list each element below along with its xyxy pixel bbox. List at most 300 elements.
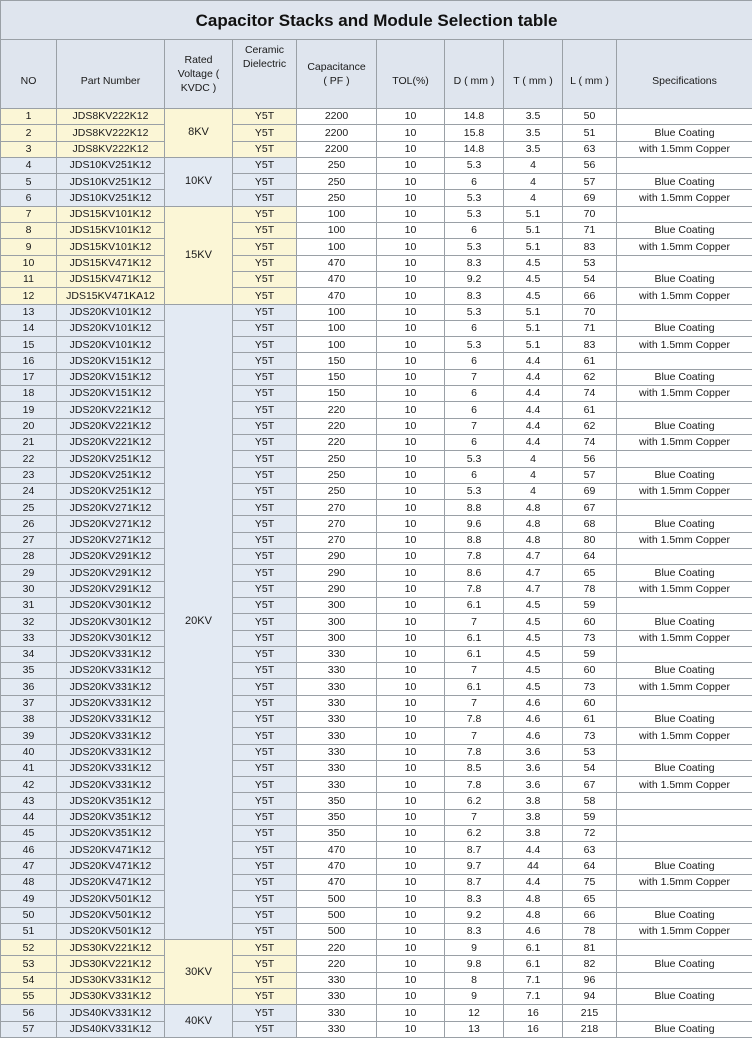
cell-specifications: with 1.5mm Copper — [617, 141, 752, 157]
cell-capacitance: 470 — [297, 874, 377, 890]
cell-tol: 10 — [377, 549, 445, 565]
cell-tol: 10 — [377, 777, 445, 793]
cell-dielectric: Y5T — [233, 109, 297, 125]
cell-t: 4.8 — [504, 891, 563, 907]
table-row — [1, 777, 752, 793]
cell-d: 6 — [445, 320, 504, 336]
cell-dielectric: Y5T — [233, 777, 297, 793]
cell-dielectric: Y5T — [233, 891, 297, 907]
cell-part-number: JDS15KV101K12 — [57, 206, 165, 222]
cell-t: 4.4 — [504, 353, 563, 369]
cell-part-number: JDS20KV331K12 — [57, 711, 165, 727]
cell-no: 7 — [1, 206, 57, 222]
cell-capacitance: 330 — [297, 1021, 377, 1037]
table-row — [1, 809, 752, 825]
cell-capacitance: 220 — [297, 418, 377, 434]
table-row — [1, 223, 752, 239]
cell-capacitance: 100 — [297, 320, 377, 336]
cell-t: 4.8 — [504, 907, 563, 923]
table-row — [1, 386, 752, 402]
cell-part-number: JDS8KV222K12 — [57, 109, 165, 125]
cell-l: 73 — [563, 728, 617, 744]
cell-specifications: Blue Coating — [617, 1021, 752, 1037]
cell-dielectric: Y5T — [233, 353, 297, 369]
cell-specifications: with 1.5mm Copper — [617, 532, 752, 548]
cell-part-number: JDS40KV331K12 — [57, 1005, 165, 1021]
cell-t: 4.5 — [504, 597, 563, 613]
cell-no: 38 — [1, 711, 57, 727]
cell-d: 6.2 — [445, 826, 504, 842]
cell-tol: 10 — [377, 581, 445, 597]
cell-tol: 10 — [377, 434, 445, 450]
cell-t: 4.4 — [504, 369, 563, 385]
cell-tol: 10 — [377, 565, 445, 581]
cell-tol: 10 — [377, 157, 445, 173]
cell-dielectric: Y5T — [233, 581, 297, 597]
cell-l: 64 — [563, 549, 617, 565]
header-no: NO — [1, 40, 57, 109]
cell-tol: 10 — [377, 679, 445, 695]
cell-tol: 10 — [377, 271, 445, 287]
table-row — [1, 826, 752, 842]
table-row — [1, 842, 752, 858]
cell-dielectric: Y5T — [233, 157, 297, 173]
cell-specifications — [617, 809, 752, 825]
cell-l: 62 — [563, 418, 617, 434]
cell-d: 6 — [445, 353, 504, 369]
cell-dielectric: Y5T — [233, 190, 297, 206]
cell-tol: 10 — [377, 369, 445, 385]
cell-t: 5.1 — [504, 320, 563, 336]
cell-part-number: JDS15KV471K12 — [57, 255, 165, 271]
cell-part-number: JDS20KV221K12 — [57, 434, 165, 450]
cell-no: 14 — [1, 320, 57, 336]
cell-l: 66 — [563, 288, 617, 304]
cell-no: 12 — [1, 288, 57, 304]
cell-t: 5.1 — [504, 337, 563, 353]
table-row — [1, 304, 752, 320]
cell-d: 6 — [445, 402, 504, 418]
table-row — [1, 630, 752, 646]
cell-no: 51 — [1, 923, 57, 939]
cell-dielectric: Y5T — [233, 532, 297, 548]
cell-dielectric: Y5T — [233, 255, 297, 271]
cell-specifications — [617, 597, 752, 613]
cell-specifications — [617, 972, 752, 988]
table-row — [1, 711, 752, 727]
cell-part-number: JDS20KV271K12 — [57, 516, 165, 532]
table-row — [1, 451, 752, 467]
cell-capacitance: 150 — [297, 369, 377, 385]
cell-no: 49 — [1, 891, 57, 907]
cell-d: 5.3 — [445, 304, 504, 320]
cell-t: 4.5 — [504, 288, 563, 304]
cell-part-number: JDS20KV331K12 — [57, 695, 165, 711]
cell-l: 83 — [563, 337, 617, 353]
cell-specifications: Blue Coating — [617, 858, 752, 874]
cell-part-number: JDS30KV221K12 — [57, 956, 165, 972]
cell-part-number: JDS15KV101K12 — [57, 239, 165, 255]
table-row — [1, 549, 752, 565]
table-row — [1, 695, 752, 711]
cell-part-number: JDS15KV471KA12 — [57, 288, 165, 304]
table-row — [1, 940, 752, 956]
cell-l: 63 — [563, 141, 617, 157]
cell-d: 5.3 — [445, 337, 504, 353]
cell-capacitance: 270 — [297, 500, 377, 516]
header-tol: TOL(%) — [377, 40, 445, 109]
cell-part-number: JDS20KV221K12 — [57, 418, 165, 434]
cell-dielectric: Y5T — [233, 663, 297, 679]
cell-no: 26 — [1, 516, 57, 532]
cell-no: 27 — [1, 532, 57, 548]
cell-tol: 10 — [377, 516, 445, 532]
cell-no: 4 — [1, 157, 57, 173]
cell-l: 69 — [563, 190, 617, 206]
table-row — [1, 891, 752, 907]
cell-part-number: JDS10KV251K12 — [57, 174, 165, 190]
cell-no: 39 — [1, 728, 57, 744]
cell-tol: 10 — [377, 174, 445, 190]
cell-capacitance: 300 — [297, 614, 377, 630]
cell-l: 56 — [563, 451, 617, 467]
table-row — [1, 337, 752, 353]
cell-rated-voltage: 30KV — [165, 940, 233, 1005]
cell-no: 44 — [1, 809, 57, 825]
cell-d: 6 — [445, 386, 504, 402]
cell-d: 9.8 — [445, 956, 504, 972]
cell-tol: 10 — [377, 907, 445, 923]
cell-part-number: JDS20KV271K12 — [57, 500, 165, 516]
cell-rated-voltage: 20KV — [165, 304, 233, 940]
cell-t: 44 — [504, 858, 563, 874]
table-row — [1, 369, 752, 385]
cell-part-number: JDS8KV222K12 — [57, 141, 165, 157]
table-row — [1, 483, 752, 499]
cell-tol: 10 — [377, 239, 445, 255]
cell-t: 4.7 — [504, 565, 563, 581]
cell-specifications: Blue Coating — [617, 516, 752, 532]
cell-specifications: with 1.5mm Copper — [617, 679, 752, 695]
cell-no: 57 — [1, 1021, 57, 1037]
cell-no: 34 — [1, 646, 57, 662]
cell-tol: 10 — [377, 190, 445, 206]
cell-capacitance: 330 — [297, 663, 377, 679]
cell-capacitance: 150 — [297, 386, 377, 402]
cell-no: 6 — [1, 190, 57, 206]
table-body — [1, 109, 752, 1038]
cell-dielectric: Y5T — [233, 940, 297, 956]
cell-part-number: JDS20KV501K12 — [57, 907, 165, 923]
cell-l: 65 — [563, 565, 617, 581]
cell-capacitance: 220 — [297, 940, 377, 956]
cell-d: 14.8 — [445, 141, 504, 157]
cell-l: 60 — [563, 695, 617, 711]
cell-capacitance: 330 — [297, 989, 377, 1005]
cell-no: 17 — [1, 369, 57, 385]
cell-t: 4.7 — [504, 581, 563, 597]
cell-tol: 10 — [377, 206, 445, 222]
cell-rated-voltage: 40KV — [165, 1005, 233, 1038]
cell-dielectric: Y5T — [233, 907, 297, 923]
header-part-number: Part Number — [57, 40, 165, 109]
cell-capacitance: 290 — [297, 549, 377, 565]
cell-t: 4 — [504, 190, 563, 206]
cell-no: 28 — [1, 549, 57, 565]
cell-part-number: JDS20KV501K12 — [57, 923, 165, 939]
cell-dielectric: Y5T — [233, 858, 297, 874]
cell-d: 9.6 — [445, 516, 504, 532]
cell-l: 51 — [563, 125, 617, 141]
cell-capacitance: 500 — [297, 923, 377, 939]
cell-d: 7 — [445, 369, 504, 385]
cell-dielectric: Y5T — [233, 679, 297, 695]
cell-d: 6.1 — [445, 630, 504, 646]
cell-d: 9 — [445, 940, 504, 956]
cell-capacitance: 470 — [297, 842, 377, 858]
cell-part-number: JDS20KV331K12 — [57, 663, 165, 679]
cell-t: 7.1 — [504, 989, 563, 1005]
cell-no: 2 — [1, 125, 57, 141]
cell-d: 7 — [445, 809, 504, 825]
cell-part-number: JDS20KV251K12 — [57, 483, 165, 499]
cell-d: 6.1 — [445, 679, 504, 695]
cell-dielectric: Y5T — [233, 728, 297, 744]
cell-t: 4.6 — [504, 923, 563, 939]
cell-capacitance: 250 — [297, 483, 377, 499]
cell-specifications — [617, 744, 752, 760]
cell-no: 8 — [1, 223, 57, 239]
cell-no: 18 — [1, 386, 57, 402]
cell-capacitance: 330 — [297, 760, 377, 776]
cell-dielectric: Y5T — [233, 956, 297, 972]
cell-capacitance: 270 — [297, 516, 377, 532]
table-row — [1, 418, 752, 434]
cell-tol: 10 — [377, 304, 445, 320]
cell-t: 4.4 — [504, 386, 563, 402]
header-ceramic-dielectric: Ceramic Dielectric — [233, 40, 297, 109]
cell-specifications: Blue Coating — [617, 663, 752, 679]
cell-capacitance: 500 — [297, 891, 377, 907]
cell-tol: 10 — [377, 255, 445, 271]
cell-no: 36 — [1, 679, 57, 695]
cell-capacitance: 150 — [297, 353, 377, 369]
cell-t: 4.5 — [504, 271, 563, 287]
cell-d: 8.7 — [445, 842, 504, 858]
cell-d: 6 — [445, 223, 504, 239]
cell-no: 42 — [1, 777, 57, 793]
cell-part-number: JDS20KV251K12 — [57, 451, 165, 467]
cell-d: 12 — [445, 1005, 504, 1021]
cell-tol: 10 — [377, 1005, 445, 1021]
cell-l: 96 — [563, 972, 617, 988]
cell-tol: 10 — [377, 483, 445, 499]
cell-specifications — [617, 353, 752, 369]
table-row — [1, 597, 752, 613]
cell-no: 52 — [1, 940, 57, 956]
cell-tol: 10 — [377, 402, 445, 418]
cell-part-number: JDS10KV251K12 — [57, 157, 165, 173]
cell-tol: 10 — [377, 630, 445, 646]
cell-d: 8.3 — [445, 891, 504, 907]
cell-part-number: JDS20KV471K12 — [57, 874, 165, 890]
header-row — [1, 40, 752, 109]
cell-specifications — [617, 695, 752, 711]
cell-d: 13 — [445, 1021, 504, 1037]
cell-dielectric: Y5T — [233, 337, 297, 353]
cell-d: 5.3 — [445, 157, 504, 173]
cell-dielectric: Y5T — [233, 614, 297, 630]
cell-t: 4 — [504, 467, 563, 483]
cell-l: 73 — [563, 679, 617, 695]
cell-part-number: JDS40KV331K12 — [57, 1021, 165, 1037]
cell-t: 4.8 — [504, 500, 563, 516]
cell-l: 70 — [563, 304, 617, 320]
table-row — [1, 760, 752, 776]
cell-no: 41 — [1, 760, 57, 776]
cell-capacitance: 220 — [297, 956, 377, 972]
cell-dielectric: Y5T — [233, 972, 297, 988]
header-l: L ( mm ) — [563, 40, 617, 109]
cell-dielectric: Y5T — [233, 826, 297, 842]
cell-dielectric: Y5T — [233, 1005, 297, 1021]
cell-d: 8.8 — [445, 532, 504, 548]
cell-capacitance: 470 — [297, 288, 377, 304]
cell-part-number: JDS20KV471K12 — [57, 858, 165, 874]
cell-capacitance: 100 — [297, 337, 377, 353]
cell-d: 5.3 — [445, 206, 504, 222]
cell-t: 4 — [504, 451, 563, 467]
cell-capacitance: 470 — [297, 271, 377, 287]
cell-tol: 10 — [377, 353, 445, 369]
cell-dielectric: Y5T — [233, 288, 297, 304]
table-row — [1, 728, 752, 744]
table-row — [1, 467, 752, 483]
cell-no: 3 — [1, 141, 57, 157]
cell-capacitance: 330 — [297, 728, 377, 744]
cell-l: 72 — [563, 826, 617, 842]
cell-capacitance: 330 — [297, 777, 377, 793]
cell-d: 7 — [445, 418, 504, 434]
cell-specifications — [617, 549, 752, 565]
table-row — [1, 190, 752, 206]
table-row — [1, 1005, 752, 1021]
cell-d: 9.7 — [445, 858, 504, 874]
cell-dielectric: Y5T — [233, 760, 297, 776]
cell-specifications: Blue Coating — [617, 760, 752, 776]
cell-l: 59 — [563, 809, 617, 825]
cell-l: 71 — [563, 320, 617, 336]
cell-part-number: JDS20KV331K12 — [57, 728, 165, 744]
cell-t: 3.5 — [504, 141, 563, 157]
cell-capacitance: 100 — [297, 304, 377, 320]
cell-specifications — [617, 940, 752, 956]
cell-capacitance: 250 — [297, 467, 377, 483]
header-specifications: Specifications — [617, 40, 752, 109]
cell-dielectric: Y5T — [233, 923, 297, 939]
cell-specifications — [617, 793, 752, 809]
cell-capacitance: 500 — [297, 907, 377, 923]
cell-dielectric: Y5T — [233, 141, 297, 157]
cell-specifications: Blue Coating — [617, 369, 752, 385]
cell-no: 46 — [1, 842, 57, 858]
cell-dielectric: Y5T — [233, 386, 297, 402]
cell-l: 61 — [563, 402, 617, 418]
cell-l: 215 — [563, 1005, 617, 1021]
cell-part-number: JDS20KV101K12 — [57, 337, 165, 353]
cell-t: 3.8 — [504, 809, 563, 825]
cell-dielectric: Y5T — [233, 500, 297, 516]
cell-no: 21 — [1, 434, 57, 450]
cell-l: 58 — [563, 793, 617, 809]
cell-dielectric: Y5T — [233, 565, 297, 581]
cell-part-number: JDS15KV101K12 — [57, 223, 165, 239]
cell-l: 62 — [563, 369, 617, 385]
cell-l: 60 — [563, 663, 617, 679]
cell-tol: 10 — [377, 337, 445, 353]
cell-specifications: with 1.5mm Copper — [617, 581, 752, 597]
cell-d: 8.6 — [445, 565, 504, 581]
cell-d: 6 — [445, 434, 504, 450]
cell-d: 6.2 — [445, 793, 504, 809]
cell-part-number: JDS10KV251K12 — [57, 190, 165, 206]
cell-specifications — [617, 891, 752, 907]
cell-no: 53 — [1, 956, 57, 972]
cell-d: 8.5 — [445, 760, 504, 776]
cell-capacitance: 100 — [297, 239, 377, 255]
cell-specifications: with 1.5mm Copper — [617, 434, 752, 450]
cell-t: 4.5 — [504, 255, 563, 271]
cell-t: 16 — [504, 1005, 563, 1021]
table-row — [1, 141, 752, 157]
cell-tol: 10 — [377, 793, 445, 809]
cell-rated-voltage: 10KV — [165, 157, 233, 206]
cell-tol: 10 — [377, 646, 445, 662]
cell-capacitance: 330 — [297, 744, 377, 760]
cell-l: 54 — [563, 760, 617, 776]
cell-no: 11 — [1, 271, 57, 287]
cell-no: 25 — [1, 500, 57, 516]
cell-dielectric: Y5T — [233, 206, 297, 222]
cell-d: 5.3 — [445, 190, 504, 206]
cell-part-number: JDS20KV331K12 — [57, 646, 165, 662]
cell-l: 61 — [563, 353, 617, 369]
table-row — [1, 255, 752, 271]
cell-specifications: with 1.5mm Copper — [617, 288, 752, 304]
table-row — [1, 434, 752, 450]
cell-dielectric: Y5T — [233, 369, 297, 385]
cell-t: 4 — [504, 157, 563, 173]
cell-tol: 10 — [377, 125, 445, 141]
cell-d: 5.3 — [445, 239, 504, 255]
table-row — [1, 989, 752, 1005]
cell-d: 5.3 — [445, 451, 504, 467]
cell-no: 31 — [1, 597, 57, 613]
table-row — [1, 874, 752, 890]
cell-tol: 10 — [377, 940, 445, 956]
table-row — [1, 206, 752, 222]
cell-part-number: JDS20KV351K12 — [57, 826, 165, 842]
cell-capacitance: 290 — [297, 565, 377, 581]
cell-specifications — [617, 206, 752, 222]
cell-tol: 10 — [377, 858, 445, 874]
cell-tol: 10 — [377, 141, 445, 157]
cell-specifications — [617, 646, 752, 662]
cell-specifications: Blue Coating — [617, 956, 752, 972]
cell-part-number: JDS20KV101K12 — [57, 304, 165, 320]
cell-no: 15 — [1, 337, 57, 353]
cell-specifications: Blue Coating — [617, 418, 752, 434]
